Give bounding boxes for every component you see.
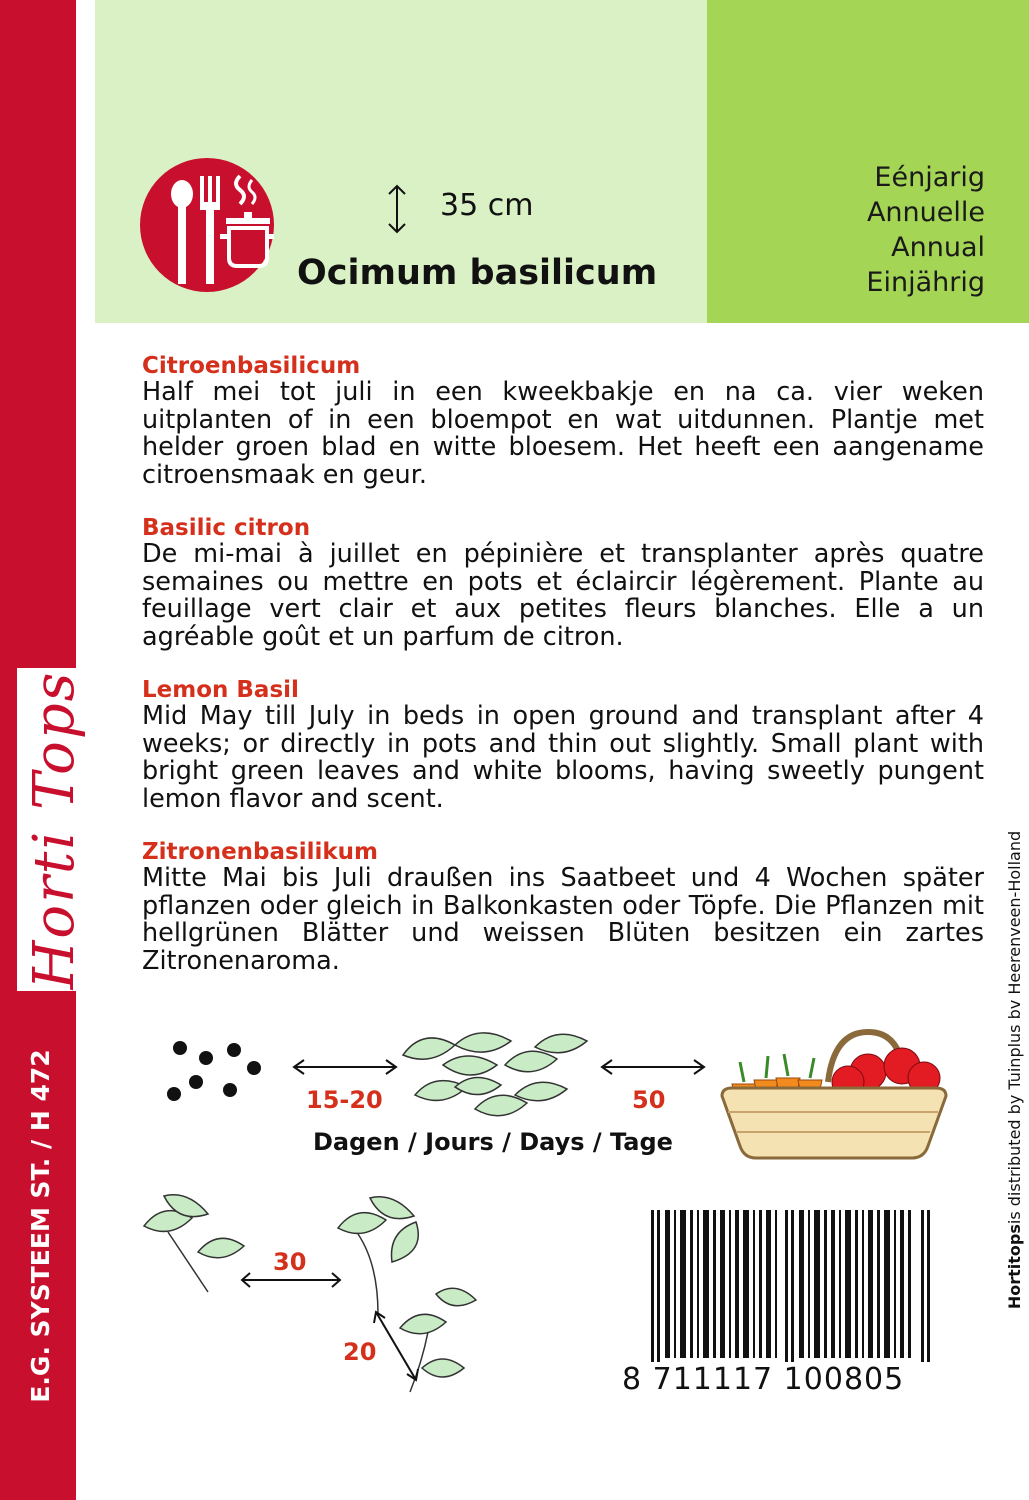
harvest-arrow-icon	[598, 1055, 708, 1079]
section-title: Lemon Basil	[142, 677, 299, 703]
distributor-text: is distributed by Tuinplus bv Heerenveen-Holland	[1004, 830, 1024, 1225]
section-text: Mitte Mai bis Juli draußen ins Saatbeet und 4 Wochen später pflanzen oder gleich in Balkonkasten oder Töpfe. Die Pflanzen mit hellgrünen Blätter und weissen Blüten besitzen ein zartes Zitronenaroma.	[142, 863, 984, 976]
brand-logo: Horti Tops	[21, 670, 87, 990]
species-name: Ocimum basilicum	[297, 253, 658, 293]
plant-height: 35 cm	[440, 188, 534, 223]
lifecycle-list	[707, 160, 985, 300]
section-text: Mid May till July in beds in open ground and transplant after 4 weeks; or directly in pots and thin out slightly. Small plant with bright green leaves and white blooms, having sweetly pungent lemon flavor and scent.	[142, 701, 984, 814]
harvest-basket-icon	[718, 1022, 950, 1164]
distributor-brand: Hortitops	[1004, 1224, 1024, 1310]
seedlings-icon	[395, 1025, 590, 1125]
section-en	[142, 677, 984, 813]
section-text: Half mei tot juli in een kweekbakje en na ca. vier weken uitplanten of in een bloempot en wat uitdunnen. Plantje met helder groen blad en witte bloesem. Het heeft een aangename citroensmaak en geur.	[142, 377, 984, 490]
section-title: Zitronenbasilikum	[142, 839, 379, 865]
lifecycle-en: Annual	[891, 232, 985, 263]
germination-days: 15-20	[306, 1086, 383, 1114]
lifecycle-fr: Annuelle	[866, 197, 985, 228]
system-label: E.G. SYSTEEM ST. / H 472	[25, 1049, 55, 1403]
kitchen-use-icon	[140, 158, 274, 292]
section-nl	[142, 353, 984, 489]
row-spacing: 30	[273, 1248, 307, 1276]
section-de	[142, 839, 984, 975]
days-label: Dagen / Jours / Days / Tage	[313, 1128, 673, 1156]
distributor-note	[999, 830, 1029, 1310]
harvest-days: 50	[632, 1086, 666, 1114]
seeds-icon	[160, 1038, 270, 1108]
spacing-diagram-icon	[138, 1192, 478, 1402]
germination-arrow-icon	[290, 1055, 400, 1079]
barcode-image	[651, 1210, 933, 1362]
plant-spacing: 20	[343, 1338, 377, 1366]
section-text: De mi-mai à juillet en pépinière et transplanter après quatre semaines ou mettre en pots et éclaircir légèrement. Plante au feuillage vert clair et aux petites fleurs blanches. Elle a un agréable goût et un parfum de citron.	[142, 539, 984, 652]
lifecycle-nl: Eénjarig	[874, 162, 985, 193]
lifecycle-de: Einjährig	[866, 267, 985, 298]
section-title: Citroenbasilicum	[142, 353, 361, 379]
height-arrow-icon	[384, 182, 410, 236]
section-title: Basilic citron	[142, 515, 311, 541]
barcode-number: 8 711117 100805	[622, 1362, 905, 1397]
section-fr	[142, 515, 984, 651]
